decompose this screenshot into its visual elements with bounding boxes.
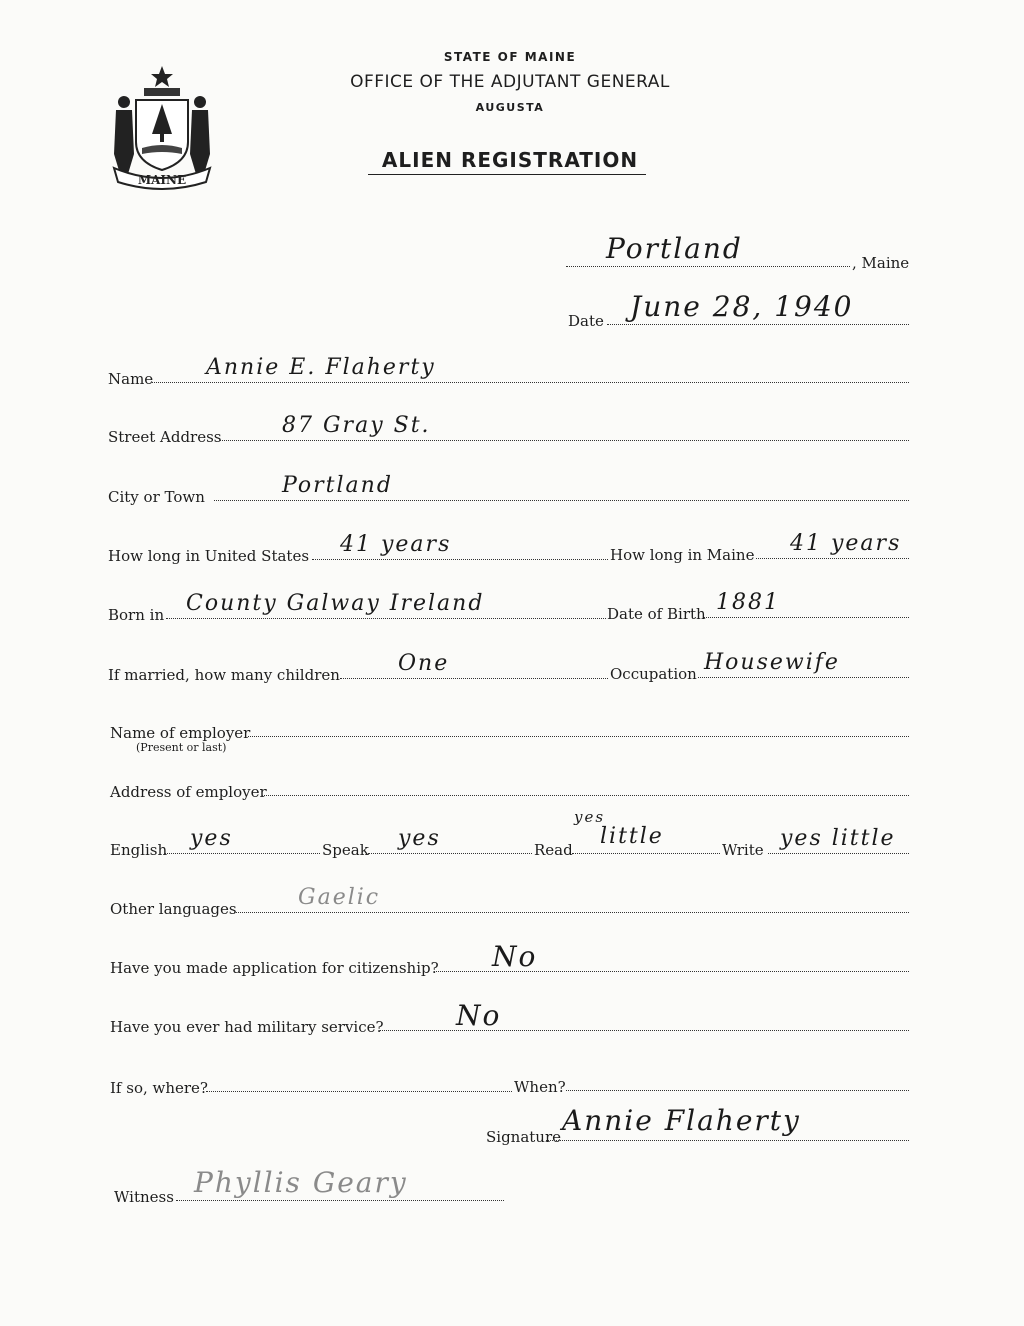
state-heading: STATE OF MAINE (443, 50, 577, 64)
speak-line (368, 853, 532, 854)
office-heading: OFFICE OF THE ADJUTANT GENERAL (350, 72, 670, 92)
other-languages-line (234, 912, 909, 913)
children-value: One (398, 651, 450, 676)
signature-value: Annie Flaherty (562, 1104, 801, 1137)
employer-label: Name of employer (110, 724, 251, 742)
maine-state-seal (106, 64, 218, 190)
born-in-line (166, 618, 606, 619)
born-in-value: County Galway Ireland (186, 591, 485, 616)
occupation-line (698, 677, 909, 678)
speak-value: yes (398, 826, 441, 851)
name-label: Name (108, 370, 154, 388)
how-long-maine-label: How long in Maine (610, 546, 755, 564)
read-value: little (600, 824, 664, 849)
date-value: June 28, 1940 (630, 290, 854, 323)
how-long-us-line (312, 559, 608, 560)
street-line (220, 440, 909, 441)
military-label: Have you ever had military service? (110, 1018, 384, 1036)
read-line (572, 853, 720, 854)
born-in-label: Born in (108, 606, 165, 624)
name-value: Annie E. Flaherty (206, 355, 436, 380)
occupation-label: Occupation (610, 665, 697, 683)
employer-address-label: Address of employer (110, 783, 267, 801)
where-line (206, 1091, 512, 1092)
date-of-birth-value: 1881 (716, 590, 780, 615)
children-line (340, 678, 608, 679)
occupation-value: Housewife (704, 650, 840, 675)
read-mark: yes (574, 808, 606, 826)
citizenship-label: Have you made application for citizenship? (110, 959, 439, 977)
date-of-birth-label: Date of Birth (607, 605, 706, 623)
form-title: ALIEN REGISTRATION (381, 148, 639, 172)
when-line (566, 1090, 909, 1091)
signature-line (546, 1140, 909, 1141)
street-label: Street Address (108, 428, 222, 446)
write-label: Write (722, 841, 764, 859)
english-line (164, 853, 320, 854)
english-value: yes (190, 826, 233, 851)
other-languages-value: Gaelic (298, 885, 381, 910)
children-label: If married, how many children (108, 666, 340, 684)
city-town-value: Portland (282, 473, 393, 498)
street-value: 87 Gray St. (282, 413, 431, 438)
how-long-us-label: How long in United States (108, 547, 310, 565)
witness-line (176, 1200, 504, 1201)
employer-note: (Present or last) (136, 741, 227, 754)
city-town-label: City or Town (108, 488, 205, 506)
svg-text:MAINE: MAINE (137, 173, 187, 187)
city-heading: AUGUSTA (475, 101, 545, 114)
when-label: When? (514, 1078, 566, 1096)
speak-label: Speak (322, 841, 369, 859)
write-value: yes little (780, 826, 896, 851)
read-label: Read (534, 841, 573, 859)
write-line (768, 853, 909, 854)
city-town-line (214, 500, 909, 501)
english-label: English (110, 841, 168, 859)
date-of-birth-line (704, 617, 909, 618)
place-value: Portland (606, 232, 743, 265)
how-long-maine-line (756, 558, 909, 559)
place-line (566, 266, 850, 267)
employer-line (248, 736, 909, 737)
military-value: No (456, 999, 502, 1032)
citizenship-value: No (492, 940, 538, 973)
date-label: Date (568, 312, 604, 330)
name-line (152, 382, 909, 383)
maine-label: , Maine (852, 254, 910, 272)
how-long-maine-value: 41 years (790, 531, 902, 556)
how-long-us-value: 41 years (340, 532, 452, 557)
signature-label: Signature (486, 1128, 562, 1146)
witness-label: Witness (114, 1188, 174, 1206)
other-languages-label: Other languages (110, 900, 237, 918)
where-label: If so, where? (110, 1079, 208, 1097)
witness-value: Phyllis Geary (194, 1166, 408, 1199)
employer-address-line (262, 795, 909, 796)
title-underline (368, 174, 646, 175)
date-line (607, 324, 909, 325)
